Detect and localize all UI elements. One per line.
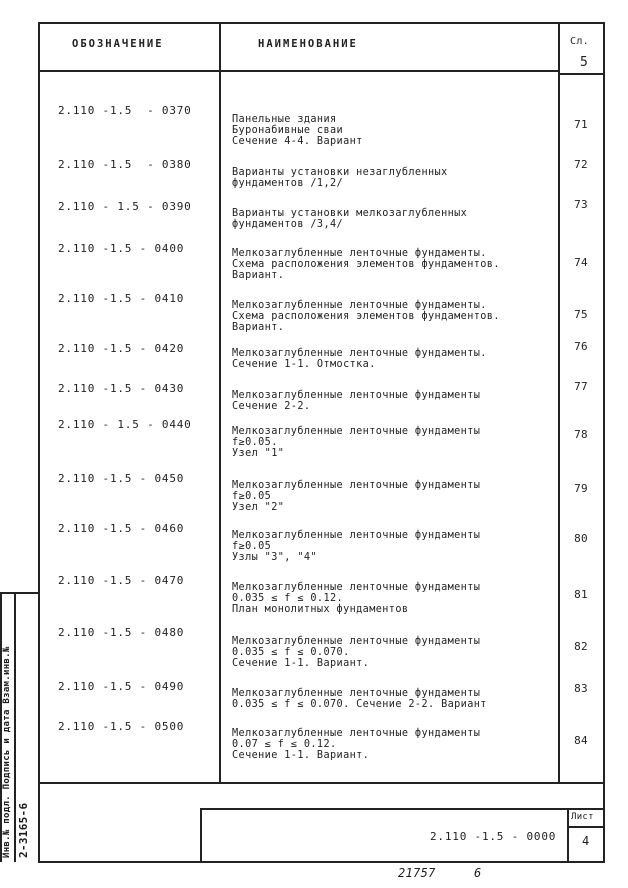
row-name: Мелкозаглубленные ленточные фундаменты Сечение 2-2. — [232, 390, 481, 412]
row-sheet: 78 — [574, 428, 588, 441]
row-code: 2.110 -1.5 - 0380 — [58, 158, 192, 171]
row-name: Варианты установки незаглубленных фундаментов /1,2/ — [232, 167, 448, 189]
row-name: Мелкозаглубленные ленточные фундаменты f≥0.05 Узел "2" — [232, 480, 481, 513]
row-code: 2.110 -1.5 - 0370 — [58, 104, 192, 117]
row-sheet: 71 — [574, 118, 588, 131]
sheet-box-mid — [567, 826, 605, 828]
row-name: Мелкозаглубленные ленточные фундаменты 0.07 ≤ f ≤ 0.12. Сечение 1-1. Вариант. — [232, 728, 481, 761]
row-sheet: 72 — [574, 158, 588, 171]
row-name: Панельные здания Буронабивные сваи Сечение 4-4. Вариант — [232, 114, 363, 147]
row-sheet: 75 — [574, 308, 588, 321]
stamp-label: Инв.№ подл. Подпись и дата Взам.инв.№ — [2, 646, 12, 858]
header-name: НАИМЕНОВАНИЕ — [258, 38, 358, 50]
stamp-inv-number: 2-3165-6 — [17, 802, 30, 858]
title-block-vert — [200, 808, 202, 862]
row-code: 2.110 -1.5 - 0420 — [58, 342, 185, 355]
header-sheet: Сл. — [570, 36, 589, 47]
row-name: Мелкозаглубленные ленточные фундаменты. Схема расположения элементов фундаментов. Вариант. — [232, 248, 500, 281]
row-name: Мелкозаглубленные ленточные фундаменты 0.035 ≤ f ≤ 0.070. Сечение 2-2. Вариант — [232, 688, 487, 710]
col-divider-1 — [219, 22, 221, 782]
row-sheet: 77 — [574, 380, 588, 393]
row-code: 2.110 -1.5 - 0410 — [58, 292, 185, 305]
frame-right — [603, 22, 605, 862]
header-sheet-num: 5 — [580, 55, 589, 70]
header-divider — [38, 70, 558, 72]
stamp-strip-mid — [14, 592, 16, 862]
row-code: 2.110 -1.5 - 0490 — [58, 680, 185, 693]
frame-top — [38, 22, 605, 24]
row-sheet: 73 — [574, 198, 588, 211]
title-block-inner-top — [200, 808, 605, 810]
row-name: Мелкозаглубленные ленточные фундаменты. Схема расположения элементов фундаментов. Вариант. — [232, 300, 500, 333]
row-code: 2.110 - 1.5 - 0390 — [58, 200, 192, 213]
row-sheet: 84 — [574, 734, 588, 747]
row-sheet: 80 — [574, 532, 588, 545]
row-name: Мелкозаглубленные ленточные фундаменты f≥0.05 Узлы "3", "4" — [232, 530, 481, 563]
row-name: Варианты установки мелкозаглубленных фундаментов /3,4/ — [232, 208, 468, 230]
row-code: 2.110 -1.5 - 0480 — [58, 626, 185, 639]
row-name: Мелкозаглубленные ленточные фундаменты 0.035 ≤ f ≤ 0.12. План монолитных фундаментов — [232, 582, 481, 615]
row-code: 2.110 -1.5 - 0470 — [58, 574, 185, 587]
row-code: 2.110 -1.5 - 0450 — [58, 472, 185, 485]
row-code: 2.110 -1.5 - 0500 — [58, 720, 185, 733]
row-name: Мелкозаглубленные ленточные фундаменты 0.035 ≤ f ≤ 0.070. Сечение 1-1. Вариант. — [232, 636, 481, 669]
row-sheet: 83 — [574, 682, 588, 695]
bottom-page: 6 — [474, 866, 482, 880]
sheet-box-vert — [567, 808, 569, 862]
footer-doc-code: 2.110 -1.5 - 0000 — [430, 830, 557, 843]
frame-left — [38, 22, 40, 862]
row-sheet: 79 — [574, 482, 588, 495]
stamp-strip-top — [0, 592, 38, 594]
row-code: 2.110 -1.5 - 0400 — [58, 242, 185, 255]
row-sheet: 81 — [574, 588, 588, 601]
row-name: Мелкозаглубленные ленточные фундаменты f≥0.05. Узел "1" — [232, 426, 481, 459]
row-code: 2.110 -1.5 - 0460 — [58, 522, 185, 535]
row-code: 2.110 -1.5 - 0430 — [58, 382, 185, 395]
row-code: 2.110 - 1.5 - 0440 — [58, 418, 192, 431]
row-name: Мелкозаглубленные ленточные фундаменты. Сечение 1-1. Отмостка. — [232, 348, 487, 370]
footer-sheet-label: Лист — [571, 812, 594, 822]
row-sheet: 76 — [574, 340, 588, 353]
header-divider-sheet — [558, 73, 605, 75]
frame-bottom — [38, 861, 605, 863]
bottom-number: 21757 — [398, 866, 436, 880]
row-sheet: 74 — [574, 256, 588, 269]
header-code: ОБОЗНАЧЕНИЕ — [72, 38, 164, 50]
footer-sheet-value: 4 — [582, 834, 590, 848]
row-sheet: 82 — [574, 640, 588, 653]
